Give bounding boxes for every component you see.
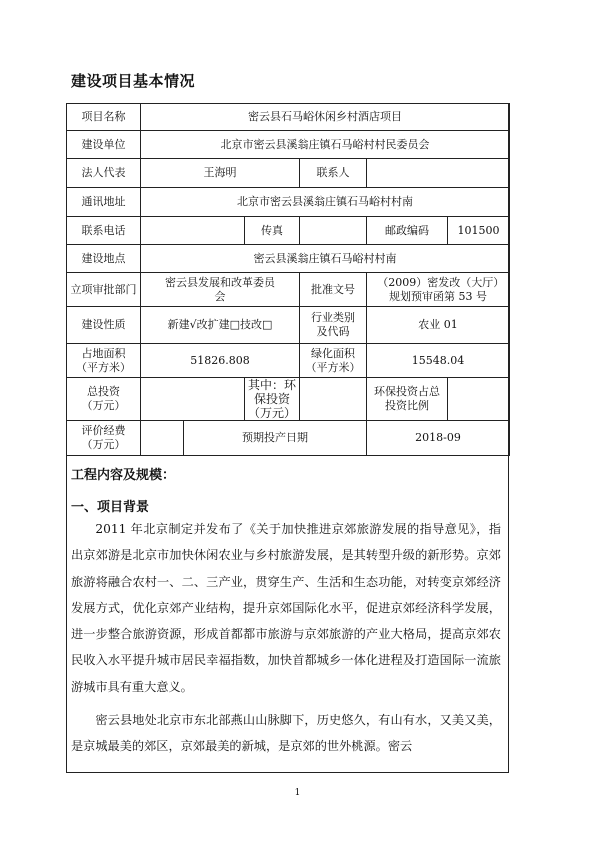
project-info-table: [66, 103, 510, 456]
address-label: 通讯地址: [67, 188, 141, 217]
section-heading: 工程内容及规模：: [71, 468, 176, 483]
subheading: 一、项目背景: [71, 500, 150, 515]
phone-label: 联系电话: [67, 217, 141, 245]
env-ratio-label: 环保投资占总投资比例: [367, 378, 448, 421]
nature-value: 新建√改扩建□技改□: [141, 307, 300, 344]
eval-fee-label: 评价经费（万元）: [67, 421, 141, 456]
area-label: 占地面积（平方米）: [67, 344, 141, 378]
green-label: 绿化面积（平方米）: [300, 344, 367, 378]
legal-rep-value: 王海明: [141, 159, 300, 188]
eval-fee-value: [141, 421, 184, 456]
project-name-label: 项目名称: [67, 104, 141, 131]
approval-dept-label: 立项审批部门: [67, 273, 141, 307]
page-title: 建设项目基本情况: [71, 72, 196, 90]
site-label: 建设地点: [67, 245, 141, 273]
approval-no-value: （2009）密发改（大厅）规划预审函第 53 号: [367, 273, 510, 307]
contact-label: 联系人: [300, 159, 367, 188]
postcode-value: 101500: [448, 217, 510, 245]
start-date-label: 预期投产日期: [184, 421, 367, 456]
address-value: 北京市密云县溪翁庄镇石马峪村村南: [141, 188, 510, 217]
unit-label: 建设单位: [67, 131, 141, 159]
approval-dept-value: 密云县发展和改革委员会: [141, 273, 300, 307]
env-ratio-value: [448, 378, 510, 421]
fax-label: 传真: [245, 217, 300, 245]
env-invest-value: [300, 378, 367, 421]
project-name-value: 密云县石马峪休闲乡村酒店项目: [141, 104, 510, 131]
paragraph-miyun: 密云县地处北京市东北部燕山山脉脚下，历史悠久，有山有水，又美又美，是京城最美的郊区，京郊最美的新城，是京郊的世外桃源。密云: [71, 713, 501, 754]
green-value: 15548.04: [367, 344, 510, 378]
paragraph-background: 2011 年北京制定并发布了《关于加快推进京郊旅游发展的指导意见》，指出京郊游是北京市加快休闲农业与乡村旅游发展，是其转型升级的新形势。京郊旅游将融合农村一、二、三产业，贯穿生产、生活和生态功能，对转变京郊经济发展方式，优化京郊产业结构，提升京郊国际化水平，促进京郊经济科学发展，进一步整合旅游资源，形成首都都市旅游与京郊旅游的产业大格局，提高京郊农民收入水平提升城市居民幸福指数，加快首都城乡一体化进程及打造国际一流旅游城市具有重大意义。: [71, 522, 501, 694]
postcode-label: 邮政编码: [367, 217, 448, 245]
phone-value: [141, 217, 245, 245]
legal-rep-label: 法人代表: [67, 159, 141, 188]
nature-label: 建设性质: [67, 307, 141, 344]
approval-no-label: 批准文号: [300, 273, 367, 307]
fax-value: [300, 217, 367, 245]
start-date-value: 2018-09: [367, 421, 510, 456]
invest-value: [141, 378, 245, 421]
site-value: 密云县溪翁庄镇石马峪村村南: [141, 245, 510, 273]
page-number: 1: [294, 788, 301, 798]
industry-value: 农业 01: [367, 307, 510, 344]
invest-label: 总投资（万元）: [67, 378, 141, 421]
unit-value: 北京市密云县溪翁庄镇石马峪村村民委员会: [141, 131, 510, 159]
area-value: 51826.808: [141, 344, 300, 378]
env-invest-label: 其中：环保投资（万元）: [245, 378, 300, 421]
industry-label: 行业类别及代码: [300, 307, 367, 344]
contact-value: [367, 159, 510, 188]
